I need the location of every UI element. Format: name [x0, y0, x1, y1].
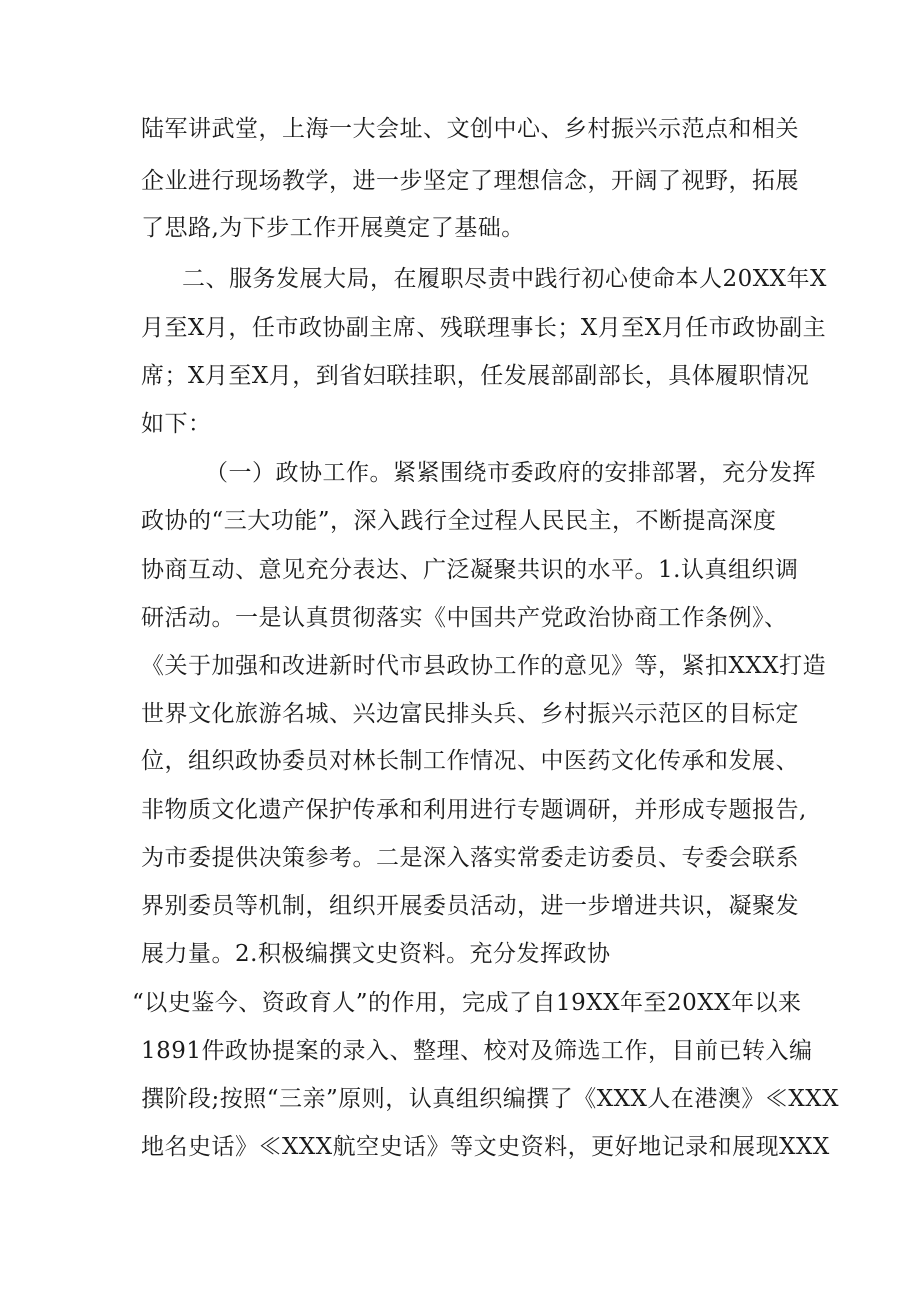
text-line: 地名史话》≪XXX航空史话》等文史资料，更好地记录和展现XXX	[141, 1134, 830, 1160]
text-line: 为市委提供决策参考。二是深入落实常委走访委员、专委会联系	[141, 845, 799, 871]
text-line: 《关于加强和改进新时代市县政协工作的意见》等，紧扣XXX打造	[141, 653, 827, 679]
text-line: 1891件政协提案的录入、整理、校对及筛选工作，目前已转入编	[141, 1038, 813, 1064]
text-line: 非物质文化遗产保护传承和利用进行专题调研，并形成专题报告,	[141, 797, 807, 823]
text-line: “以史鉴今、资政育人”的作用，完成了自19XX年至20XX年以来	[132, 990, 802, 1016]
text-line: 政协的“三大功能”，深入践行全过程人民民主，不断提高深度	[141, 508, 777, 534]
text-line: 展力量。2.积极编撰文史资料。充分发挥政协	[141, 941, 611, 967]
subsection-heading-line: （一）政协工作。紧紧围绕市委政府的安排部署，充分发挥	[205, 460, 816, 486]
text-line: 世界文化旅游名城、兴边富民排头兵、乡村振兴示范区的目标定	[141, 701, 799, 727]
text-line: 撰阶段;按照“三亲”原则，认真组织编撰了《XXX人在港澳》≪XXX	[141, 1086, 840, 1112]
text-line: 位，组织政协委员对林长制工作情况、中医药文化传承和发展、	[141, 748, 799, 774]
text-line: 席；X月至X月，到省妇联挂职，任发展部副部长，具体履职情况	[141, 363, 810, 389]
text-line: 月至X月，任市政协副主席、残联理事长；X月至X月任市政协副主	[141, 315, 827, 341]
text-line: 界别委员等机制，组织开展委员活动，进一步增进共识，凝聚发	[141, 893, 799, 919]
text-line: 陆军讲武堂，上海一大会址、文创中心、乡村振兴示范点和相关	[141, 116, 799, 142]
text-line: 研活动。一是认真贯彻落实《中国共产党政治协商工作条例》、	[141, 605, 788, 631]
text-line: 了思路,为下步工作开展奠定了基础。	[141, 215, 525, 241]
text-line: 协商互动、意见充分表达、广泛凝聚共识的水平。1.认真组织调	[141, 557, 799, 583]
section-heading-line: 二、服务发展大局，在履职尽责中践行初心使命本人20XX年X	[182, 266, 827, 292]
text-line: 如下：	[141, 411, 212, 437]
text-line: 企业进行现场教学，进一步坚定了理想信念，开阔了视野，拓展	[141, 168, 799, 194]
